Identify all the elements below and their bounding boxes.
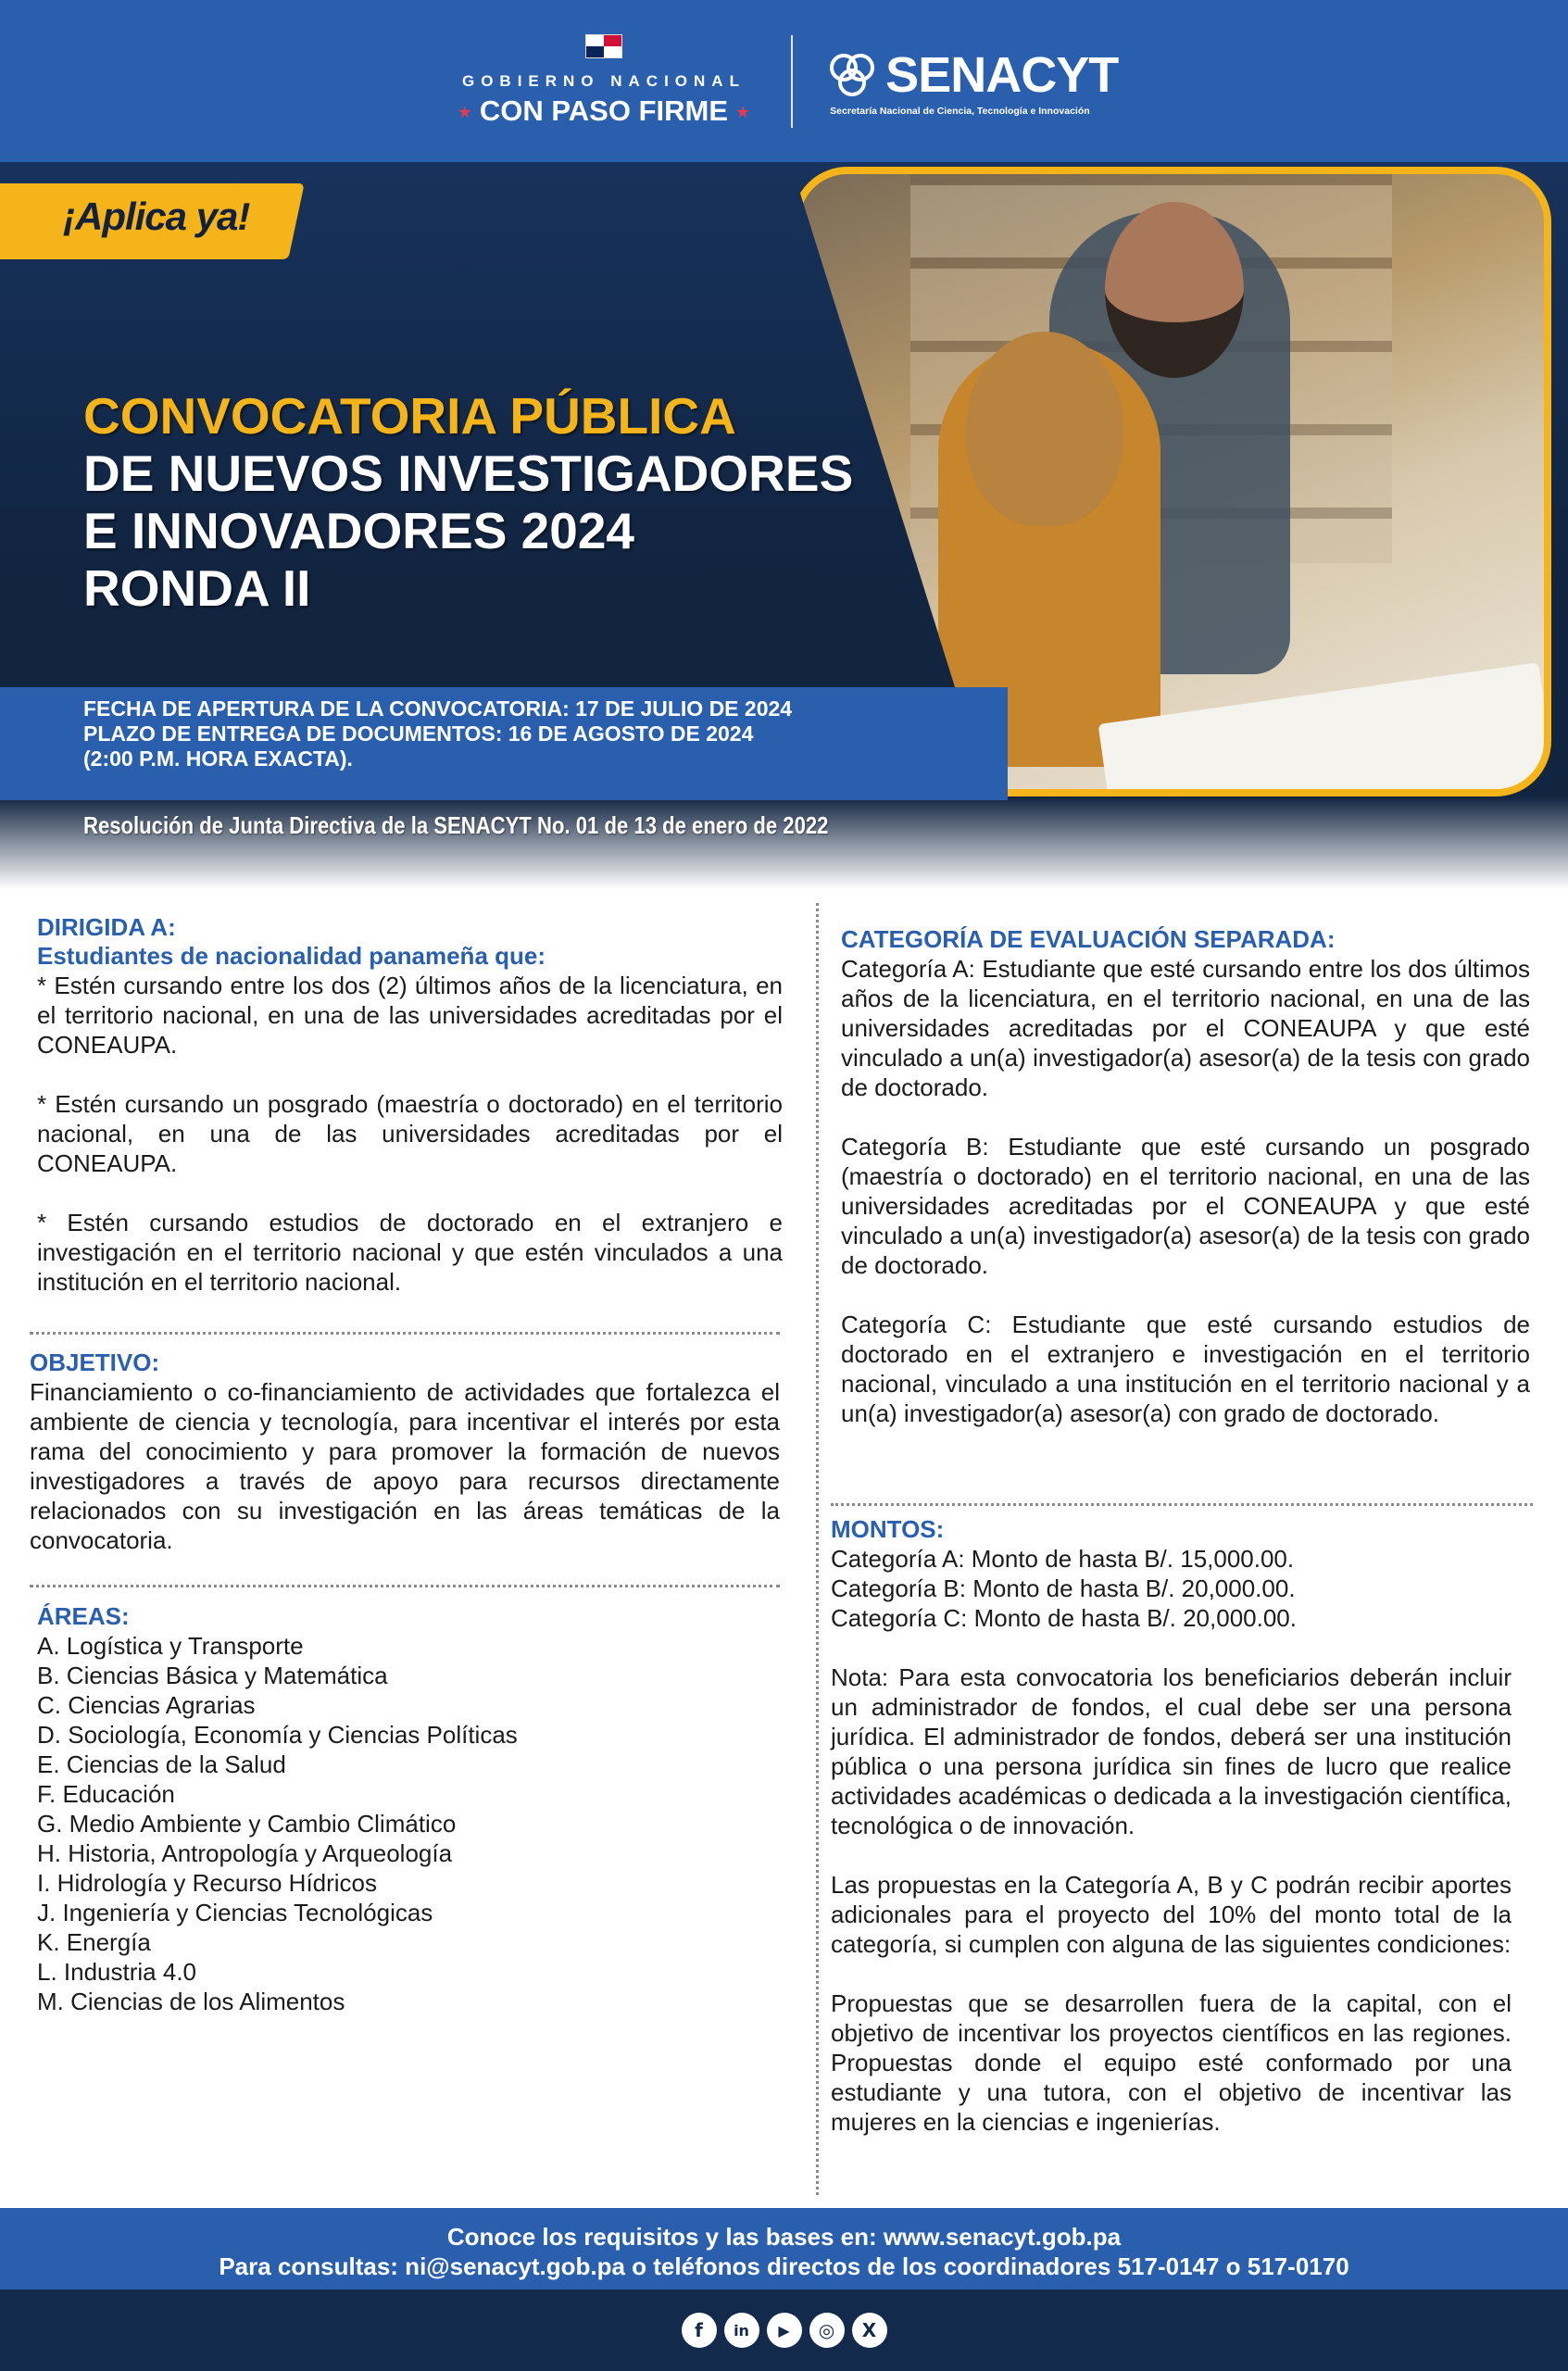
facebook-icon[interactable]: f — [682, 2313, 717, 2348]
monto-line: Categoría C: Monto de hasta B/. 20,000.00. — [831, 1604, 1297, 1632]
section-objetivo — [30, 1349, 780, 1555]
section-categoria — [841, 925, 1530, 1428]
photo-teacher-head — [1105, 202, 1244, 378]
dirigida-heading: DIRIGIDA A: — [37, 913, 176, 941]
opening-date: FECHA DE APERTURA DE LA CONVOCATORIA: 17 DE JULIO DE 2024 — [83, 696, 793, 721]
resolution-text: Resolución de Junta Directiva de la SENACYT No. 01 de 13 de enero de 2022 — [83, 811, 829, 839]
footer-social — [0, 2289, 1568, 2371]
monto-line: Categoría B: Monto de hasta B/. 20,000.00. — [831, 1574, 1296, 1602]
gov-top-text: GOBIERNO NACIONAL — [461, 72, 746, 90]
montos-heading: MONTOS: — [831, 1515, 945, 1543]
title-line-1: CONVOCATORIA PÚBLICA — [83, 387, 736, 445]
title-line-4: RONDA II — [83, 559, 311, 617]
government-logo — [450, 34, 758, 128]
monto-line: Categoría A: Monto de hasta B/. 15,000.00. — [831, 1545, 1295, 1573]
senacyt-logo — [826, 46, 1118, 117]
panama-flag-icon — [585, 34, 622, 58]
page-title — [83, 387, 898, 617]
section-dirigida — [37, 913, 783, 1297]
area-item: L. Industria 4.0 — [37, 1958, 196, 1986]
senacyt-rings-icon — [826, 48, 880, 102]
section-divider — [30, 1585, 780, 1587]
deadline-date: PLAZO DE ENTREGA DE DOCUMENTOS: 16 DE AGOSTO DE 2024 — [83, 721, 754, 746]
page-header — [0, 0, 1568, 162]
star-icon: ★ — [735, 103, 751, 122]
photo-book — [1098, 662, 1551, 797]
area-item: G. Medio Ambiente y Cambio Climático — [37, 1810, 457, 1838]
title-line-3: E INNOVADORES 2024 — [83, 502, 635, 559]
senacyt-subtitle: Secretaría Nacional de Ciencia, Tecnología e Innovación — [830, 105, 1090, 117]
star-icon: ★ — [457, 103, 472, 122]
area-item: I. Hidrología y Recurso Hídricos — [37, 1869, 378, 1897]
section-areas — [37, 1602, 783, 2016]
objetivo-text: Financiamiento o co-financiamiento de actividades que fortalezca el ambiente de ciencia y tecnología, para incentivar el interés por esta rama del conocimiento y para promover la formación de nuevos investigadores a través de apoyo para recursos directamente relacionados con su investigación en las áreas temáticas de la convocatoria. — [30, 1378, 780, 1554]
footer-contact-line: Para consultas: ni@senacyt.gob.pa o teléfonos directos de los coordinadores 517-0147 o 517-0170 — [219, 2252, 1349, 2280]
column-divider — [816, 903, 819, 2195]
deadline-time: (2:00 P.M. HORA EXACTA). — [83, 746, 353, 771]
dirigida-item: * Estén cursando entre los dos (2) últimos años de la licenciatura, en el territorio nacional, en una de las universidades acreditadas por el CONEAUPA. — [37, 972, 783, 1059]
senacyt-name: SENACYT — [885, 46, 1119, 103]
objetivo-heading: OBJETIVO: — [30, 1349, 160, 1376]
montos-nota: Nota: Para esta convocatoria los beneficiarios deberán incluir un administrador de fondos, el cual debe ser una persona jurídica. El administrador de fondos, deberá ser una institución pública o una persona jurídica sin fines de lucro que realice actividades académicas o dedicada a la investigación científica, tecnológica o de innovación. — [831, 1663, 1512, 1839]
title-line-2: DE NUEVOS INVESTIGADORES — [83, 445, 854, 502]
dirigida-item: * Estén cursando un posgrado (maestría o doctorado) en el territorio nacional, en una de las universidades acreditadas por el CONEAUPA. — [37, 1090, 783, 1177]
areas-heading: ÁREAS: — [37, 1602, 130, 1630]
area-item: H. Historia, Antropología y Arqueología — [37, 1839, 453, 1867]
categoria-item: Categoría C: Estudiante que esté cursando estudios de doctorado en el extranjero e investigación en el territorio nacional, vinculado a una institución en el territorio nacional y a un(a) investigador(a) asesor(a) con grado de doctorado. — [841, 1311, 1530, 1427]
apply-tag: ¡Aplica ya! — [63, 194, 250, 238]
area-item: B. Ciencias Básica y Matemática — [37, 1662, 388, 1689]
area-item: M. Ciencias de los Alimentos — [37, 1988, 345, 2015]
linkedin-icon[interactable]: in — [724, 2313, 759, 2348]
area-item: F. Educación — [37, 1780, 175, 1808]
section-divider — [831, 1503, 1533, 1506]
area-item: C. Ciencias Agrarias — [37, 1691, 256, 1719]
footer-website-line: Conoce los requisitos y las bases en: www.senacyt.gob.pa — [446, 2223, 1122, 2251]
dirigida-item: * Estén cursando estudios de doctorado en el extranjero e investigación en el territorio nacional y que estén vinculados a una institución en el territorio nacional. — [37, 1209, 783, 1296]
header-divider — [791, 35, 793, 128]
instagram-icon[interactable]: ◎ — [809, 2313, 845, 2348]
youtube-icon[interactable]: ▶ — [767, 2313, 802, 2348]
x-icon[interactable]: X — [852, 2313, 887, 2348]
section-montos — [831, 1515, 1512, 2137]
section-divider — [30, 1332, 780, 1335]
photo-student-head — [966, 332, 1123, 526]
area-item: D. Sociología, Economía y Ciencias Políticas — [37, 1721, 518, 1749]
area-item: K. Energía — [37, 1928, 151, 1956]
categoria-heading: CATEGORÍA DE EVALUACIÓN SEPARADA: — [841, 925, 1336, 953]
area-item: A. Logística y Transporte — [37, 1632, 304, 1660]
area-item: E. Ciencias de la Salud — [37, 1750, 286, 1778]
montos-propuestas: Las propuestas en la Categoría A, B y C podrán recibir aportes adicionales para el proyecto del 10% del monto total de la categoría, si cumplen con alguna de las siguientes condiciones: — [831, 1871, 1512, 1958]
gov-slogan-text: CON PASO FIRME — [479, 94, 729, 127]
area-item: J. Ingeniería y Ciencias Tecnológicas — [37, 1899, 433, 1926]
gov-slogan — [450, 94, 758, 128]
footer-info — [0, 2208, 1568, 2289]
categoria-item: Categoría B: Estudiante que esté cursando un posgrado (maestría o doctorado) en el territorio nacional, en una de las universidades acreditadas por el CONEAUPA y que esté vinculado a un(a) investigador(a) asesor(a) de la tesis con grado de doctorado. — [841, 1133, 1530, 1279]
categoria-item: Categoría A: Estudiante que esté cursando entre los dos últimos años de la licenciatura, en el territorio nacional, en una de las universidades acreditadas por el CONEAUPA y que esté vinculado a un(a) investigador(a) asesor(a) de la tesis con grado de doctorado. — [841, 955, 1530, 1101]
dirigida-subheading: Estudiantes de nacionalidad panameña que: — [37, 942, 546, 970]
dates-text — [83, 696, 792, 772]
montos-condiciones: Propuestas que se desarrollen fuera de la capital, con el objetivo de incentivar los proyectos científicos en las regiones. Propuestas donde el equipo esté conformado por una estudiante y una tutora, con el objetivo de incentivar las mujeres en la ciencias e ingenierías. — [831, 1989, 1512, 2136]
